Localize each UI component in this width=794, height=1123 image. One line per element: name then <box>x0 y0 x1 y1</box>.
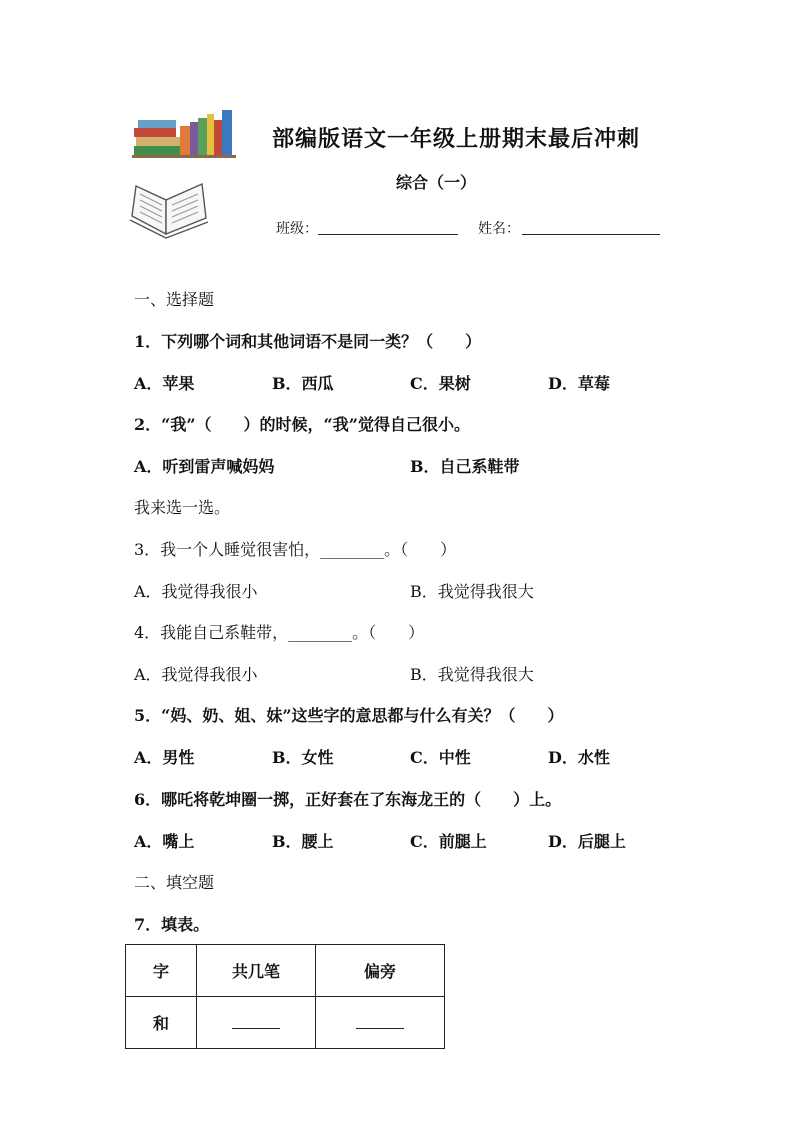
q6-option-c: C．前腿上 <box>410 832 487 851</box>
q5-option-a: A．男性 <box>134 748 195 767</box>
q6-option-d: D．后腿上 <box>548 832 626 851</box>
table-header-char: 字 <box>126 945 197 997</box>
table-cell-radical[interactable] <box>316 997 445 1049</box>
class-label: 班级： <box>276 221 318 237</box>
page-subtitle: 综合（一） <box>396 173 477 192</box>
question-5: 5．“妈、奶、姐、妹”这些字的意思都与什么有关？（ ） <box>134 706 564 725</box>
table-row <box>126 997 445 1049</box>
q1-option-a: A．苹果 <box>134 374 195 393</box>
q4-option-a: A．我觉得我很小 <box>134 665 258 684</box>
name-blank <box>522 234 660 235</box>
q1-option-d: D．草莓 <box>548 374 610 393</box>
question-2: 2．“我”（ ）的时候，“我”觉得自己很小。 <box>134 415 470 434</box>
table-header-row <box>126 945 445 997</box>
question-6: 6．哪吒将乾坤圈一掷，正好套在了东海龙王的（ ）上。 <box>134 790 562 809</box>
q5-option-d: D．水性 <box>548 748 610 767</box>
q6-option-a: A．嘴上 <box>134 832 195 851</box>
table-cell-char: 和 <box>126 997 197 1049</box>
q1-option-c: C．果树 <box>410 374 471 393</box>
q3-option-a: A．我觉得我很小 <box>134 582 258 601</box>
q5-option-b: B．女性 <box>272 748 334 767</box>
radical-blank[interactable] <box>356 1012 404 1029</box>
section-heading-choice: 一、选择题 <box>134 290 215 309</box>
section-heading-fill: 二、填空题 <box>134 873 215 892</box>
table-cell-strokes[interactable] <box>197 997 316 1049</box>
q3-option-b: B．我觉得我很大 <box>410 582 534 601</box>
question-4: 4．我能自己系鞋带，________。（ ） <box>134 623 425 642</box>
q2-option-a: A．听到雷声喊妈妈 <box>134 457 275 476</box>
q6-option-b: B．腰上 <box>272 832 334 851</box>
table-header-strokes: 共几笔 <box>197 945 316 997</box>
table-header-radical: 偏旁 <box>316 945 445 997</box>
question-7: 7．填表。 <box>134 915 210 934</box>
q4-option-b: B．我觉得我很大 <box>410 665 534 684</box>
q2-option-b: B．自己系鞋带 <box>410 457 520 476</box>
name-label: 姓名： <box>478 221 520 237</box>
open-book-illustration <box>128 178 210 240</box>
instruction-text: 我来选一选。 <box>134 498 231 517</box>
question-3: 3．我一个人睡觉很害怕，________。（ ） <box>134 540 457 559</box>
question-1: 1．下列哪个词和其他词语不是同一类？（ ） <box>134 332 482 351</box>
page-title: 部编版语文一年级上册期末最后冲刺 <box>272 126 641 152</box>
fill-table <box>125 944 445 1049</box>
q5-option-c: C．中性 <box>410 748 471 767</box>
class-blank <box>318 234 458 235</box>
books-shelf-illustration <box>132 108 236 158</box>
strokes-blank[interactable] <box>232 1012 280 1029</box>
q1-option-b: B．西瓜 <box>272 374 334 393</box>
